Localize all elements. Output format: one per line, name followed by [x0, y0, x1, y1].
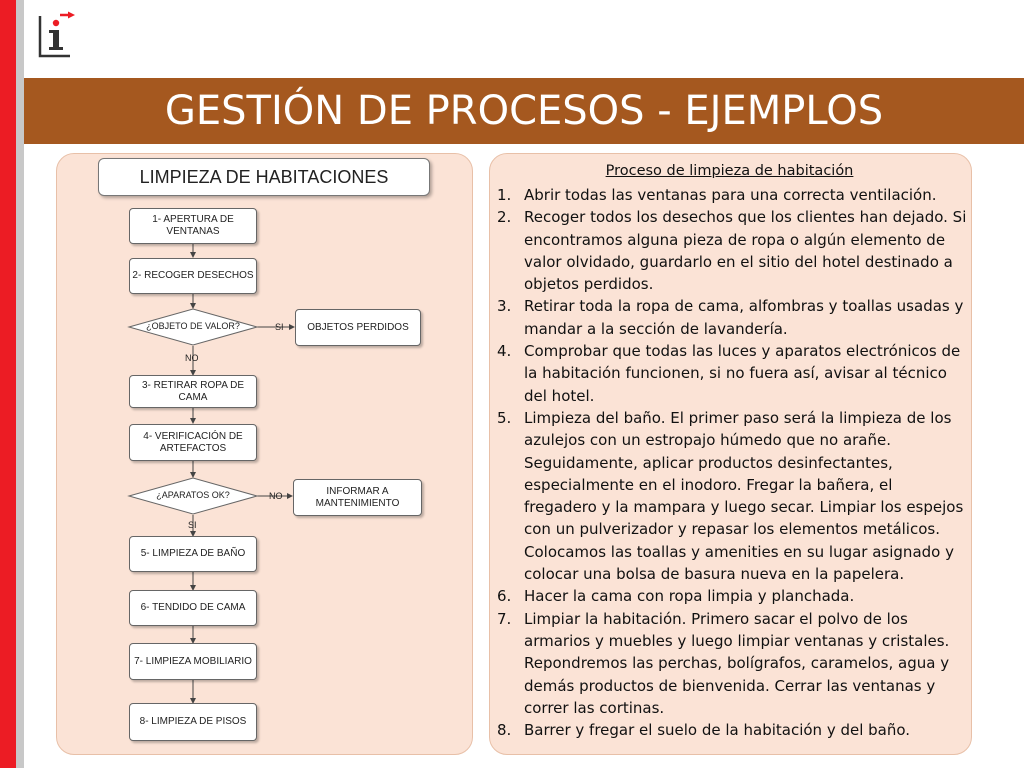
step-number: 7.: [497, 609, 512, 628]
step-text: Comprobar que todas las luces y aparatos electrónicos de la habitación funcionen, si no fuera así, avisar al técnico del hotel.: [524, 342, 961, 405]
page-title: GESTIÓN DE PROCESOS - EJEMPLOS: [164, 88, 884, 134]
step-text: Abrir todas las ventanas para una correcta ventilación.: [524, 186, 937, 204]
flow-informar-mantenimiento: INFORMAR A MANTENIMIENTO: [293, 479, 422, 516]
label-si-1: SI: [275, 322, 284, 332]
label-no-1: NO: [185, 353, 199, 363]
flow-step-4: 4- VERIFICACIÓN DE ARTEFACTOS: [129, 424, 257, 461]
label-no-2: NO: [269, 491, 283, 501]
step-number: 5.: [497, 408, 512, 427]
procedure-step: [497, 340, 967, 407]
step-number: 4.: [497, 342, 512, 361]
procedure-step: [497, 184, 967, 206]
flow-step-1: 1- APERTURA DE VENTANAS: [129, 208, 257, 244]
step-text: Limpiar la habitación. Primero sacar el polvo de los armarios y muebles y luego limpiar ventanas y cristales. Repondremos las perchas, bolígrafos, caramelos, agua y demás productos de bienvenida. Cerrar las ventanas y correr las cortinas.: [524, 609, 950, 717]
step-number: 1.: [497, 186, 512, 204]
step-text: Barrer y fregar el suelo de la habitación y del baño.: [524, 721, 911, 740]
procedure-step: [497, 295, 967, 340]
step-number: 3.: [497, 297, 512, 316]
decision-aparatos-label: ¿APARATOS OK?: [156, 490, 230, 500]
step-text: Recoger todos los desechos que los clientes han dejado. Si encontramos alguna pieza de ropa o algún elemento de valor olvidado, guardarlo en el sitio del hotel destinado a objetos perdidos.: [524, 208, 967, 294]
step-text: Hacer la cama con ropa limpia y planchada.: [524, 587, 855, 606]
step-number: 8.: [497, 721, 512, 740]
flow-step-8: 8- LIMPIEZA DE PISOS: [129, 703, 257, 741]
step-number: 2.: [497, 208, 512, 227]
procedure-step: [497, 206, 967, 295]
procedure-step: [497, 407, 967, 585]
procedure-step: [497, 608, 967, 719]
procedure-step: [497, 719, 967, 741]
flow-step-7: 7- LIMPIEZA MOBILIARIO: [129, 643, 257, 680]
flow-objetos-perdidos: OBJETOS PERDIDOS: [295, 309, 421, 346]
flow-step-6: 6- TENDIDO DE CAMA: [129, 590, 257, 626]
flowchart-title: LIMPIEZA DE HABITACIONES: [98, 158, 430, 196]
step-text: Limpieza del baño. El primer paso será la limpieza de los azulejos con un estropajo húmedo que no arañe. Seguidamente, aplicar productos desinfectantes, especialmente en el inodoro. Fregar la bañera, el fregadero y la mampara y luego secar. Limpiar los espejos con un pulverizador y repasar los elementos metálicos. Colocamos las toallas y amenities en su lugar asignado y colocar una bolsa de basura nueva en la papelera.: [524, 408, 964, 584]
decision-objeto-label: ¿OBJETO DE VALOR?: [146, 321, 240, 331]
step-text: Retirar toda la ropa de cama, alfombras y toallas usadas y mandar a la sección de lavandería.: [524, 297, 964, 338]
label-si-2: SI: [188, 520, 197, 530]
flow-step-5: 5- LIMPIEZA DE BAÑO: [129, 536, 257, 572]
procedure-steps-list: [497, 184, 967, 741]
step-number: 6.: [497, 587, 512, 606]
flow-step-2: 2- RECOGER DESECHOS: [129, 258, 257, 294]
procedure-step: [497, 585, 967, 607]
procedure-title: Proceso de limpieza de habitación: [605, 163, 854, 179]
flow-step-3: 3- RETIRAR ROPA DE CAMA: [129, 375, 257, 408]
